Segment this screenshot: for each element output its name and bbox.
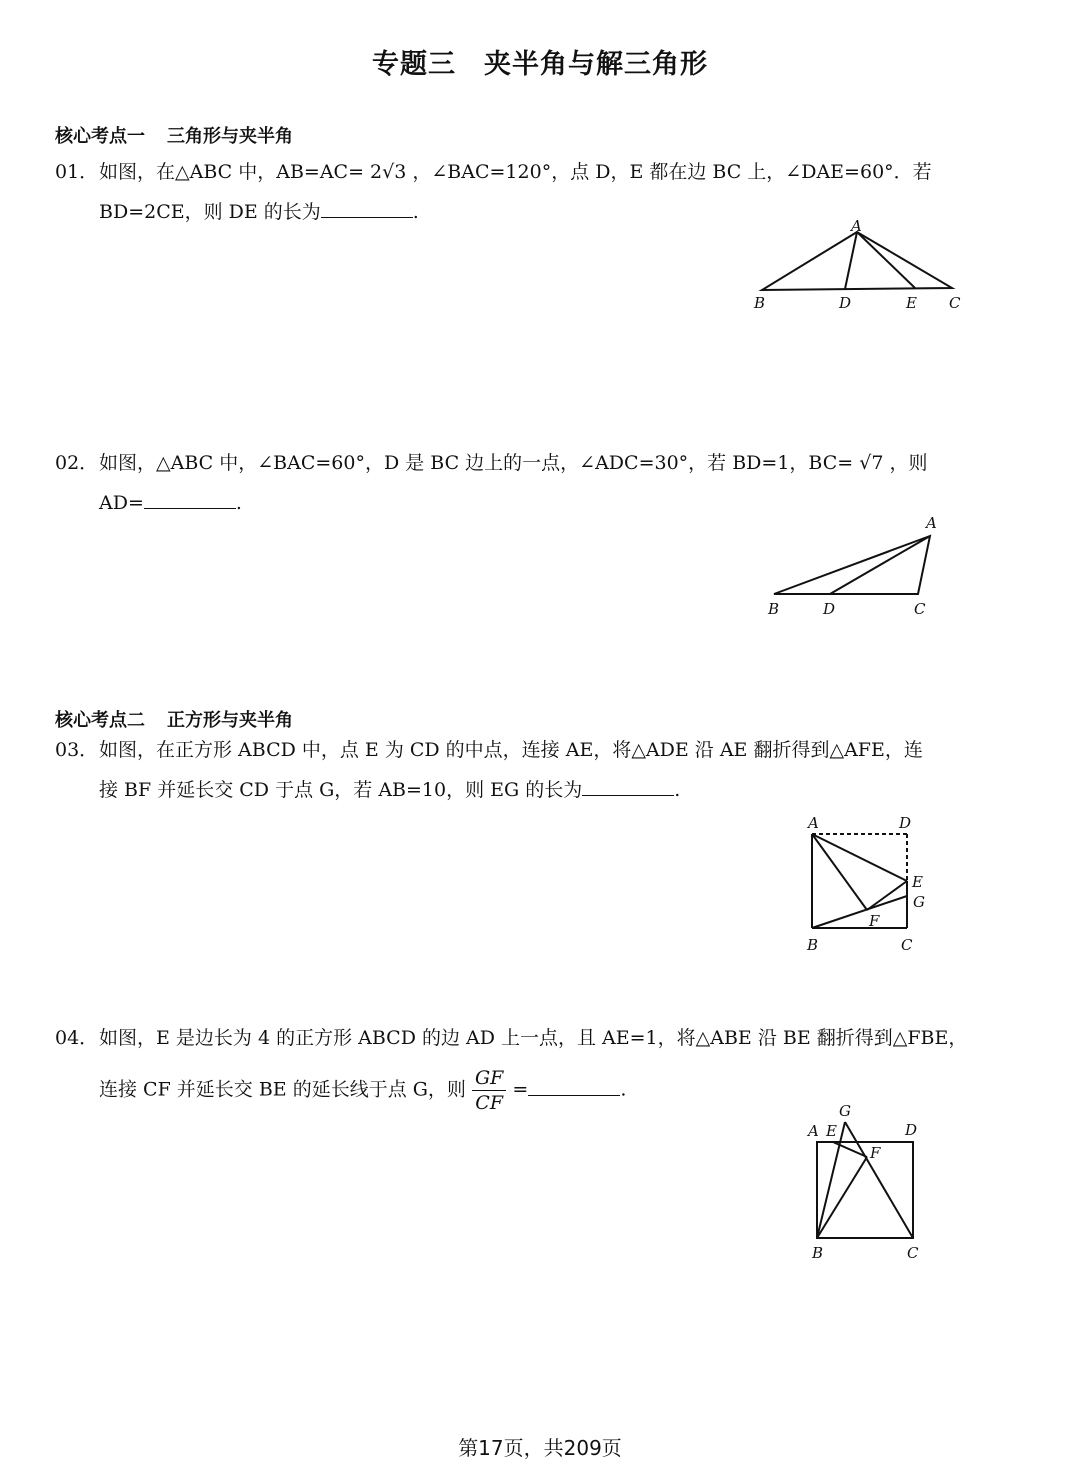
section-label: 核心考点一 — [55, 126, 145, 147]
question-end: . — [620, 1078, 627, 1101]
segment-ae — [812, 834, 907, 881]
section-name: 三角形与夹半角 — [167, 126, 293, 147]
equals-sign: = — [512, 1078, 529, 1101]
segment-gc — [845, 1122, 913, 1238]
label-a: A — [808, 814, 819, 832]
answer-blank[interactable] — [582, 775, 674, 796]
figure-q3-square — [795, 810, 945, 960]
label-g: G — [913, 893, 925, 911]
section-heading-2 — [55, 706, 293, 732]
question-number: 01． — [55, 161, 99, 183]
figure-q4-square — [795, 1100, 935, 1265]
section-name: 正方形与夹半角 — [167, 710, 293, 731]
figure-q1-triangle — [740, 210, 990, 320]
label-a: A — [808, 1122, 819, 1140]
fraction-denominator: CF — [475, 1092, 504, 1114]
label-b: B — [768, 600, 780, 618]
segment-ad — [845, 232, 857, 289]
question-end: . — [235, 492, 242, 514]
label-a: A — [851, 217, 862, 235]
label-b: B — [807, 936, 819, 954]
question-text: 如图，在△ABC 中，AB=AC= 2√3 ，∠BAC=120°，点 D，E 都在边 BC 上，∠DAE=60°．若 — [99, 161, 932, 183]
section-heading-1 — [55, 122, 293, 148]
fraction-numerator: GF — [472, 1066, 506, 1091]
label-b: B — [754, 294, 766, 312]
label-g: G — [839, 1102, 851, 1120]
label-c: C — [901, 936, 913, 954]
segment-fe — [867, 881, 907, 910]
question-text-cont: AD= — [99, 492, 144, 514]
page-title: 专题三 夹半角与解三角形 — [372, 49, 708, 80]
label-e: E — [826, 1122, 837, 1140]
question-text-cont: BD=2CE，则 DE 的长为 — [99, 201, 321, 223]
segment-ad — [830, 536, 930, 594]
question-text: 如图，△ABC 中，∠BAC=60°，D 是 BC 边上的一点，∠ADC=30°，若 BD=1，BC= √7 ，则 — [99, 452, 928, 474]
label-a: A — [926, 514, 937, 532]
fraction-gf-cf — [472, 1066, 506, 1115]
label-d: D — [823, 600, 836, 618]
segment-bf — [817, 1157, 867, 1238]
figure-q2-triangle — [760, 510, 960, 620]
question-number: 03． — [55, 739, 99, 761]
label-c: C — [914, 600, 926, 618]
triangle-abc — [774, 536, 930, 594]
question-end: . — [674, 779, 681, 801]
question-number: 04． — [55, 1027, 99, 1049]
label-b: B — [812, 1244, 824, 1262]
label-e: E — [906, 294, 917, 312]
label-d: D — [905, 1121, 918, 1139]
triangle-abc — [762, 232, 952, 290]
question-end: . — [412, 201, 419, 223]
section-label: 核心考点二 — [55, 710, 145, 731]
question-text-cont: 连接 CF 并延长交 BE 的延长线于点 G，则 — [99, 1078, 466, 1101]
label-c: C — [949, 294, 961, 312]
label-f: F — [870, 1144, 881, 1162]
question-text: 如图，E 是边长为 4 的正方形 ABCD 的边 AD 上一点，且 AE=1，将△ABE 沿 BE 翻折得到△FBE， — [99, 1027, 968, 1049]
label-c: C — [907, 1244, 919, 1262]
question-03 — [55, 730, 1010, 810]
label-e: E — [912, 873, 923, 891]
segment-af — [812, 834, 867, 910]
label-d: D — [899, 814, 912, 832]
label-d: D — [839, 294, 852, 312]
answer-blank[interactable] — [528, 1075, 620, 1096]
question-text-cont: 接 BF 并延长交 CD 于点 G，若 AB=10，则 EG 的长为 — [99, 779, 583, 801]
answer-blank[interactable] — [321, 197, 413, 218]
answer-blank[interactable] — [144, 488, 236, 509]
label-f: F — [869, 912, 880, 930]
question-text: 如图，在正方形 ABCD 中，点 E 为 CD 的中点，连接 AE，将△ADE 沿 AE 翻折得到△AFE，连 — [99, 739, 923, 761]
page-footer: 第17页，共209页 — [458, 1436, 622, 1460]
question-number: 02． — [55, 452, 99, 474]
